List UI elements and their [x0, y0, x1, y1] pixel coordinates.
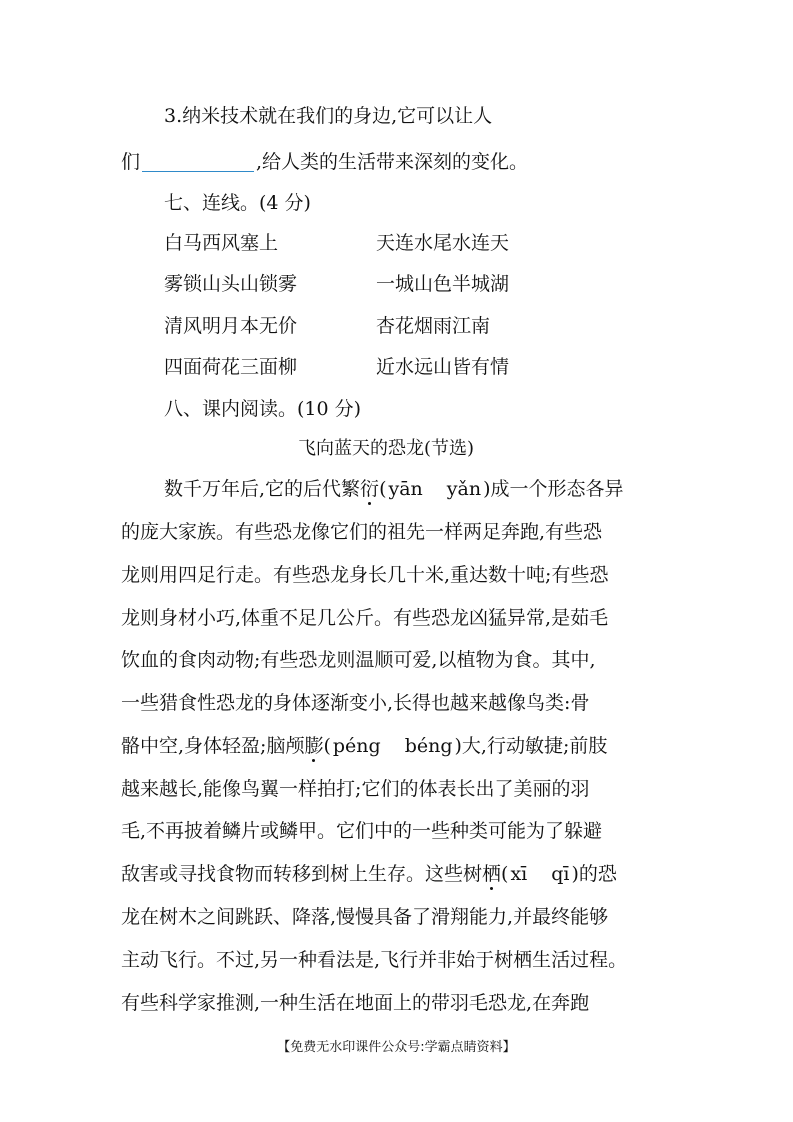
section7-heading: 七、连线。(4 分)	[164, 192, 311, 214]
passage-text: (	[501, 863, 509, 885]
passage-line	[121, 865, 617, 884]
pinyin-option-b: qī	[551, 863, 570, 885]
pinyin-option-a: yān	[388, 478, 423, 500]
passage-line: 越来越长,能像鸟翼一样拍打;它们的体表长出了美丽的羽	[121, 778, 590, 800]
section8-heading: 八、课内阅读。(10 分)	[164, 398, 362, 420]
match-right-item: 天连水尾水连天	[376, 232, 510, 254]
passage-text: (	[379, 478, 387, 500]
footer-watermark-note: 【免费无水印课件公众号:学霸点睛资料】	[277, 1040, 516, 1055]
dotted-char: 衍	[360, 478, 380, 500]
passage-line: 龙在树木之间跳跃、降落,慢慢具备了滑翔能力,并最终能够	[121, 906, 609, 928]
passage-text: 骼中空,身体轻盈;脑颅	[121, 735, 305, 757]
passage-line	[121, 737, 607, 756]
passage-line: 一些猎食性恐龙的身体逐渐变小,长得也越来越像鸟类:骨	[121, 692, 590, 714]
passage-text: 敌害或寻找食物而转移到树上生存。这些树	[121, 863, 483, 885]
pinyin-option-a: péng	[332, 735, 381, 757]
passage-line: 的庞大家族。有些恐龙像它们的祖先一样两足奔跑,有些恐	[121, 521, 603, 543]
q3-line1: 3.纳米技术就在我们的身边,它可以让人	[164, 105, 493, 127]
pinyin-option-b: béng	[404, 735, 453, 757]
passage-text: (	[323, 735, 331, 757]
passage-line: 有些科学家推测,一种生活在地面上的带羽毛恐龙,在奔跑	[121, 992, 590, 1014]
q3-line2-post: ,给人类的生活带来深刻的变化。	[256, 151, 529, 173]
passage-line	[164, 480, 624, 499]
passage-line: 饮血的食肉动物;有些恐龙则温顺可爱,以植物为食。其中,	[121, 649, 596, 671]
passage-text: )的恐	[571, 863, 617, 885]
dotted-char: 膨	[304, 735, 324, 757]
pinyin-option-b: yǎn	[446, 478, 482, 500]
passage-text: )大,行动敏捷;前肢	[454, 735, 608, 757]
q3-line2-pre: 们	[121, 151, 141, 173]
q3-line2	[121, 151, 528, 172]
passage-line: 龙则用四足行走。有些恐龙身长几十米,重达数十吨;有些恐	[121, 564, 609, 586]
pinyin-option-a: xī	[510, 863, 528, 885]
match-left-item: 四面荷花三面柳	[164, 356, 298, 378]
passage-line: 毛,不再披着鳞片或鳞甲。它们中的一些种类可能为了躲避	[121, 820, 603, 842]
match-right-item: 近水远山皆有情	[376, 356, 510, 378]
passage-line: 主动飞行。不过,另一种看法是,飞行并非始于树栖生活过程。	[121, 949, 628, 971]
answer-blank[interactable]	[142, 151, 254, 172]
match-left-item: 雾锁山头山锁雾	[164, 273, 298, 295]
passage-text: 数千万年后,它的后代繁	[164, 478, 361, 500]
match-left-item: 清风明月本无价	[164, 315, 298, 337]
match-left-item: 白马西风塞上	[164, 232, 279, 254]
passage-title: 飞向蓝天的恐龙(节选)	[298, 438, 475, 459]
match-right-item: 杏花烟雨江南	[376, 315, 491, 337]
passage-text: )成一个形态各异	[483, 478, 624, 500]
passage-line: 龙则身材小巧,体重不足几公斤。有些恐龙凶猛异常,是茹毛	[121, 607, 609, 629]
match-right-item: 一城山色半城湖	[376, 273, 510, 295]
dotted-char: 栖	[482, 863, 502, 885]
